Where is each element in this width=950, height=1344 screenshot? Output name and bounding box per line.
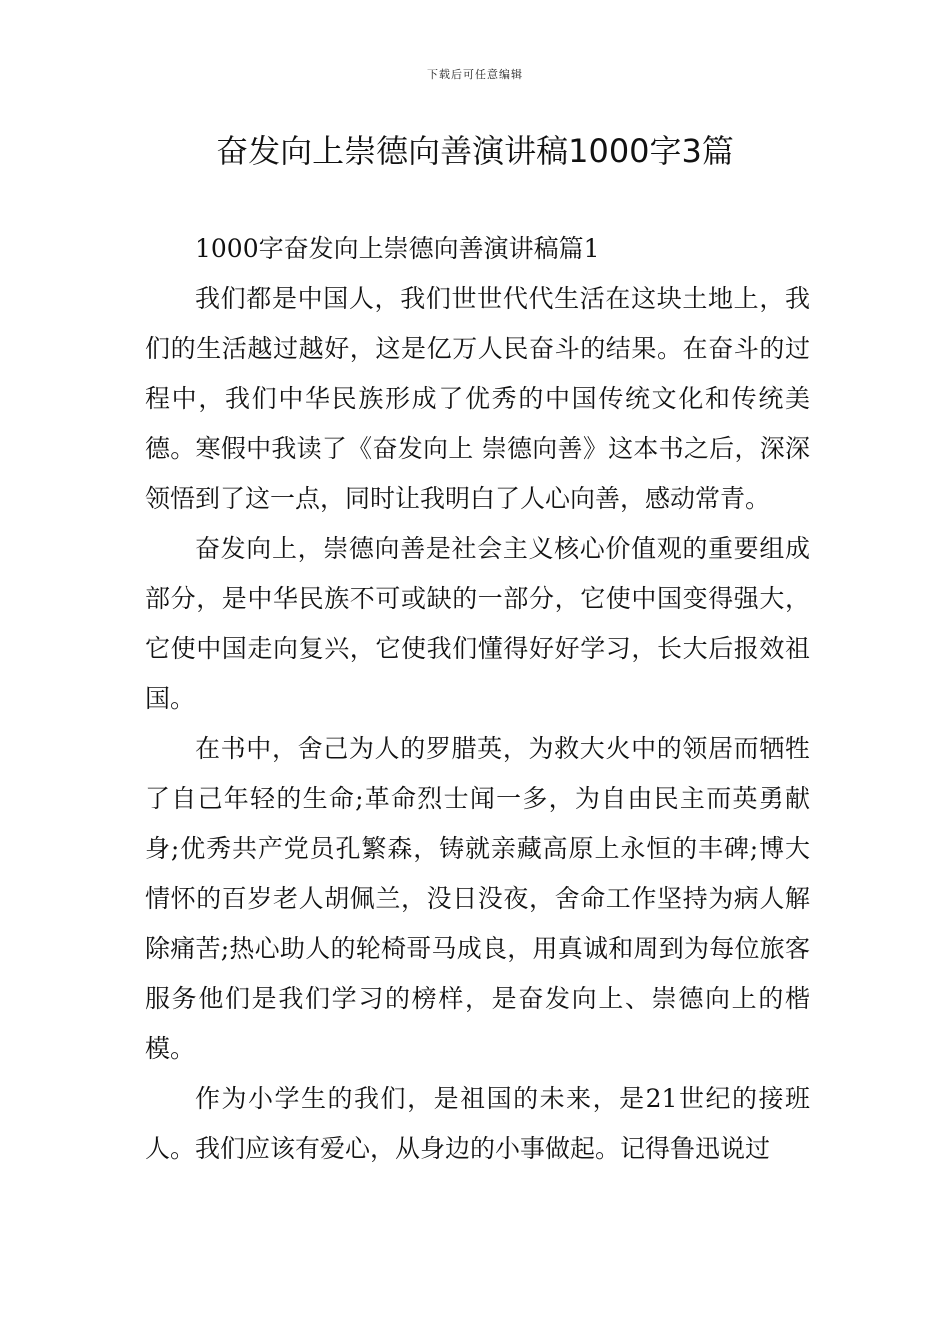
section-heading: 1000字奋发向上崇德向善演讲稿篇1 bbox=[195, 234, 600, 263]
document-title: 奋发向上崇德向善演讲稿1000字3篇 bbox=[216, 132, 734, 170]
paragraph: 奋发向上，崇德向善是社会主义核心价值观的重要组成部分，是中华民族不可或缺的一部分，它使中国变得强大，它使中国走向复兴，它使我们懂得好好学习，长大后报效祖国。 bbox=[145, 534, 810, 713]
paragraph: 在书中，舍己为人的罗腊英，为救大火中的领居而牺牲了自己年轻的生命;革命烈士闻一多，为自由民主而英勇献身;优秀共产党员孔繁森，铸就亲藏高原上永恒的丰碑;博大情怀的百岁老人胡佩兰，没日没夜，舍命工作坚持为病人解除痛苦;热心助人的轮椅哥马成良，用真诚和周到为每位旅客服务他们是我们学习的榜样，是奋发向上、崇德向上的楷模。 bbox=[145, 734, 810, 1063]
paragraph: 我们都是中国人，我们世世代代生活在这块土地上，我们的生活越过越好，这是亿万人民奋斗的结果。在奋斗的过程中，我们中华民族形成了优秀的中国传统文化和传统美德。寒假中我读了《奋发向上 崇德向善》这本书之后，深深领悟到了这一点，同时让我明白了人心向善，感动常青。 bbox=[145, 284, 810, 513]
paragraph: 作为小学生的我们，是祖国的未来，是21世纪的接班人。我们应该有爱心，从身边的小事做起。记得鲁迅说过 bbox=[145, 1084, 810, 1163]
header-note: 下载后可任意编辑 bbox=[427, 68, 523, 81]
document-body bbox=[145, 224, 810, 1174]
